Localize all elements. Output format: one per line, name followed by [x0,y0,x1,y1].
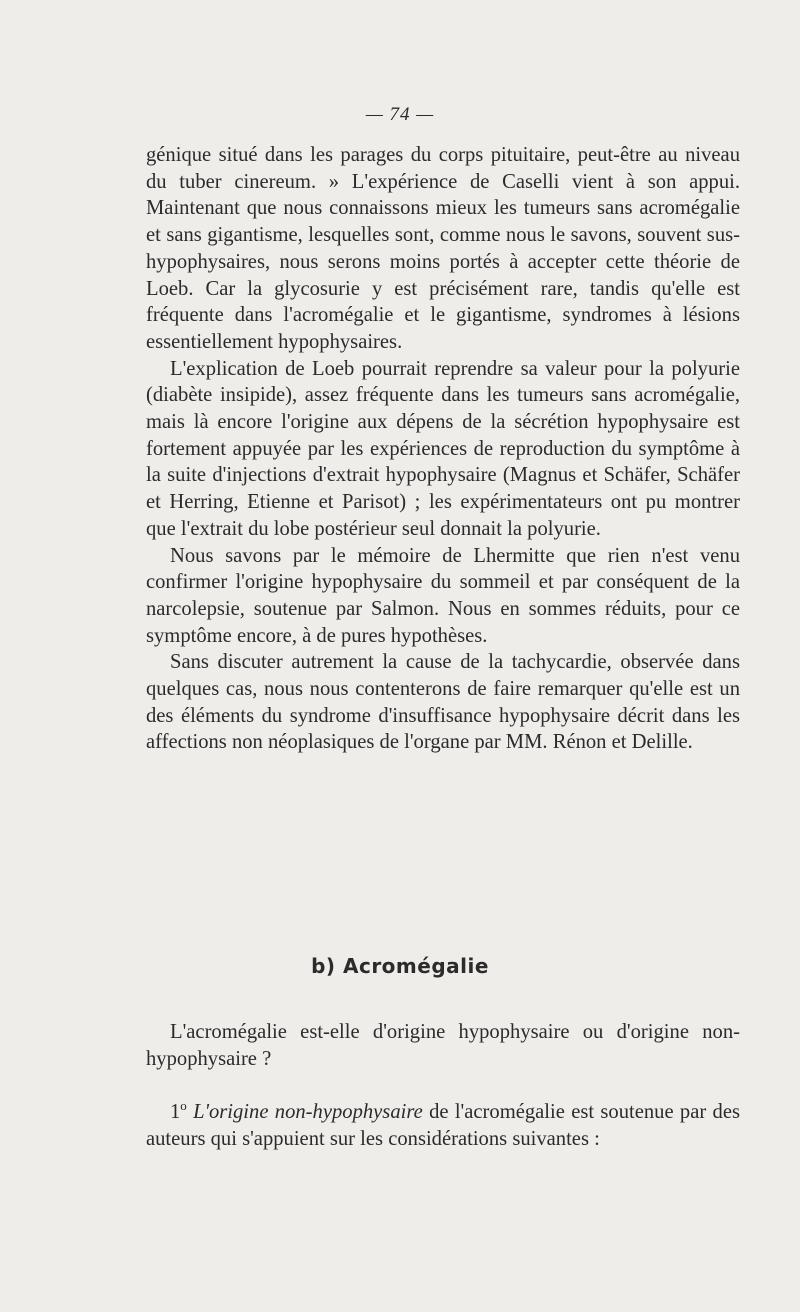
point-text: de l'acromégalie est soutenue par des auteurs qui s'appuient sur les considérations suivantes : [146,1101,740,1150]
page-number: — 74 — [365,104,435,125]
point-number: 1 [170,1101,181,1123]
paragraph-1: génique situé dans les parages du corps pituitaire, peut-être au niveau du tuber cinereum. » L'expérience de Caselli vient à son appui. Maintenant que nous connaissons mieux les tumeurs sans acromégalie et sans gigantisme, lesquelles sont, comme nous le savons, souvent sus-hypophysaires, nous serons moins portés à accepter cette théorie de Loeb. Car la glycosurie y est précisément rare, tandis qu'elle est fréquente dans l'acromégalie et le gigantisme, syndromes à lésions essentiellement hypophysaires. [146,144,740,353]
paragraph-4: Sans discuter autrement la cause de la tachycardie, observée dans quelques cas, nous nous contenterons de faire remarquer qu'elle est un des éléments du syndrome d'insuffisance hypophysaire décrit dans les affections non néoplasiques de l'organe par MM. Rénon et Delille. [146,651,740,754]
point-degree: o [180,1098,187,1114]
section-text [146,1019,740,1153]
paragraph-2: L'explication de Loeb pourrait reprendre sa valeur pour la polyurie (diabète insipide), assez fréquente dans les tumeurs sans acromégalie, mais là encore l'origine aux dépens de la sécrétion hypophysaire est fortement appuyée par les expériences de reproduction du symptôme à la suite d'injections d'extrait hypophysaire (Magnus et Schäfer, Schäfer et Herring, Etienne et Parisot) ; les expérimentateurs ont pu montrer que l'extrait du lobe postérieur seul donnait la polyurie. [146,357,740,540]
point-italic-term: L'origine non-hypophysaire [193,1101,423,1123]
point-1-paragraph [146,1099,740,1153]
section-heading: b) Acromégalie [311,954,489,978]
paragraph-3: Nous savons par le mémoire de Lhermitte que rien n'est venu confirmer l'origine hypophysaire du sommeil et par conséquent de la narcolepsie, soutenue par Salmon. Nous en sommes réduits, pour ce symptôme encore, à de pures hypothèses. [146,544,740,647]
body-text [146,142,740,756]
question-paragraph: L'acromégalie est-elle d'origine hypophysaire ou d'origine non-hypophysaire ? [146,1021,740,1070]
